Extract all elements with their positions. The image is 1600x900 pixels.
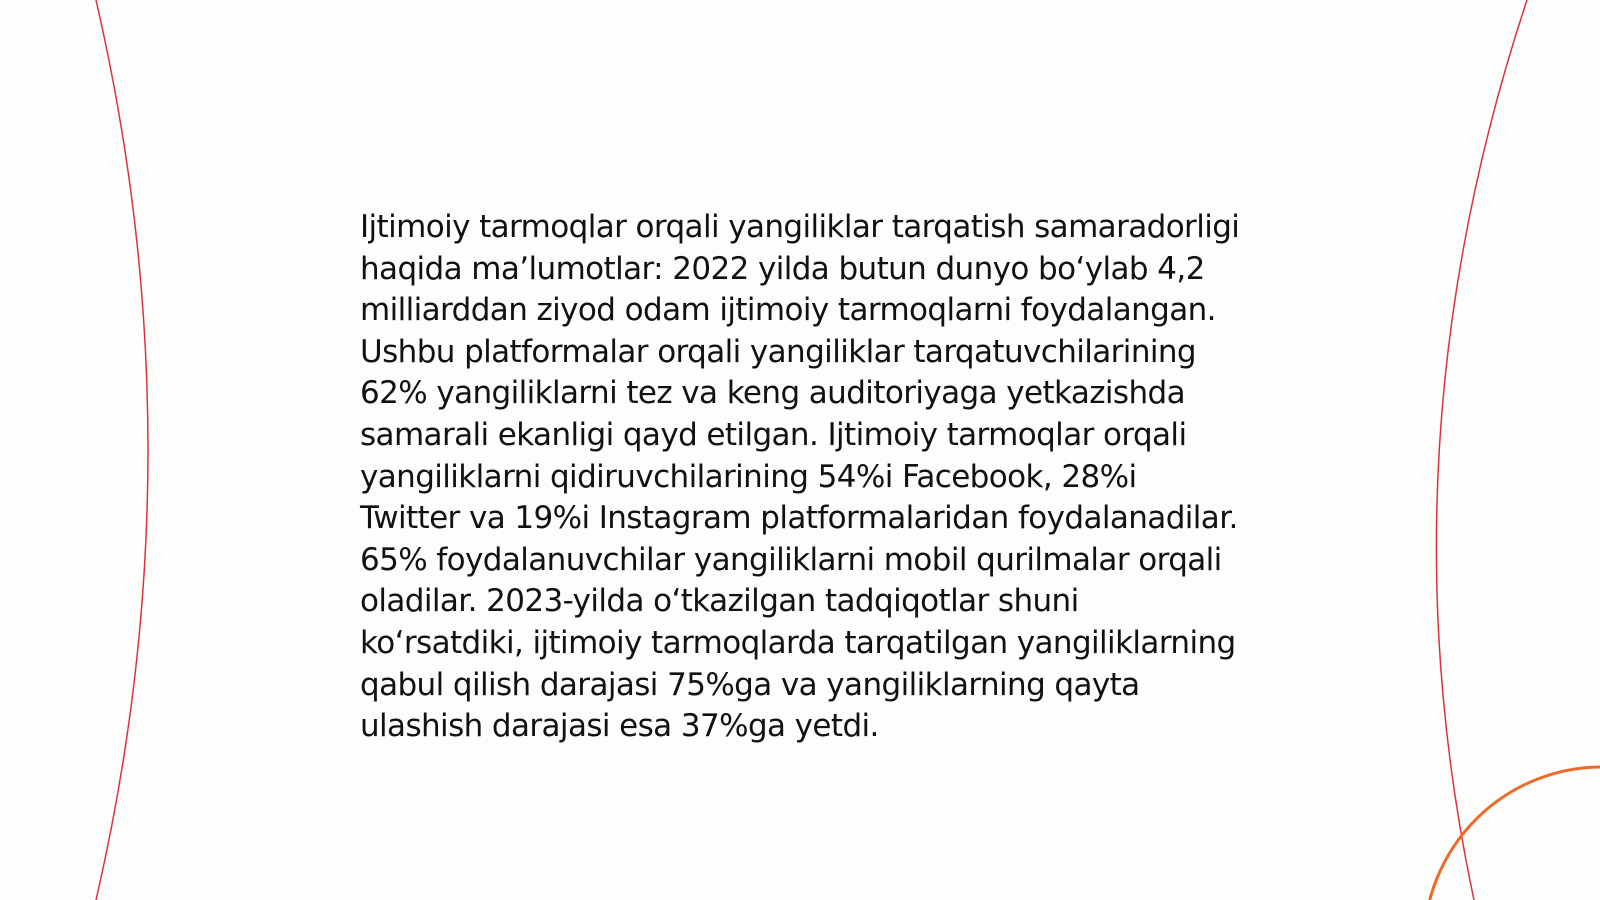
left-arc-line — [96, 0, 148, 900]
right-arc-line — [1436, 0, 1527, 900]
orange-circle-outline — [1424, 767, 1600, 900]
body-paragraph: Ijtimoiy tarmoqlar orqali yangiliklar tarqatish samaradorligi haqida ma’lumotlar: 2022 yilda butun dunyo bo‘ylab 4,2 milliarddan ziyod odam ijtimoiy tarmoqlarni foydalangan. Ushbu platformalar orqali yangiliklar tarqatuvchilarining 62% yangiliklarni tez va keng auditoriyaga yetkazishda samarali ekanligi qayd etilgan. Ijtimoiy tarmoqlar orqali yangiliklarni qidiruvchilarining 54%i Facebook, 28%i Twitter va 19%i Instagram platformalaridan foydalanadilar. 65% foydalanuvchilar yangiliklarni mobil qurilmalar orqali oladilar. 2023-yilda o‘tkazilgan tadqiqotlar shuni ko‘rsatdiki, ijtimoiy tarmoqlarda tarqatilgan yangiliklarning qabul qilish darajasi 75%ga va yangiliklarning qayta ulashish darajasi esa 37%ga yetdi. — [360, 209, 1240, 745]
